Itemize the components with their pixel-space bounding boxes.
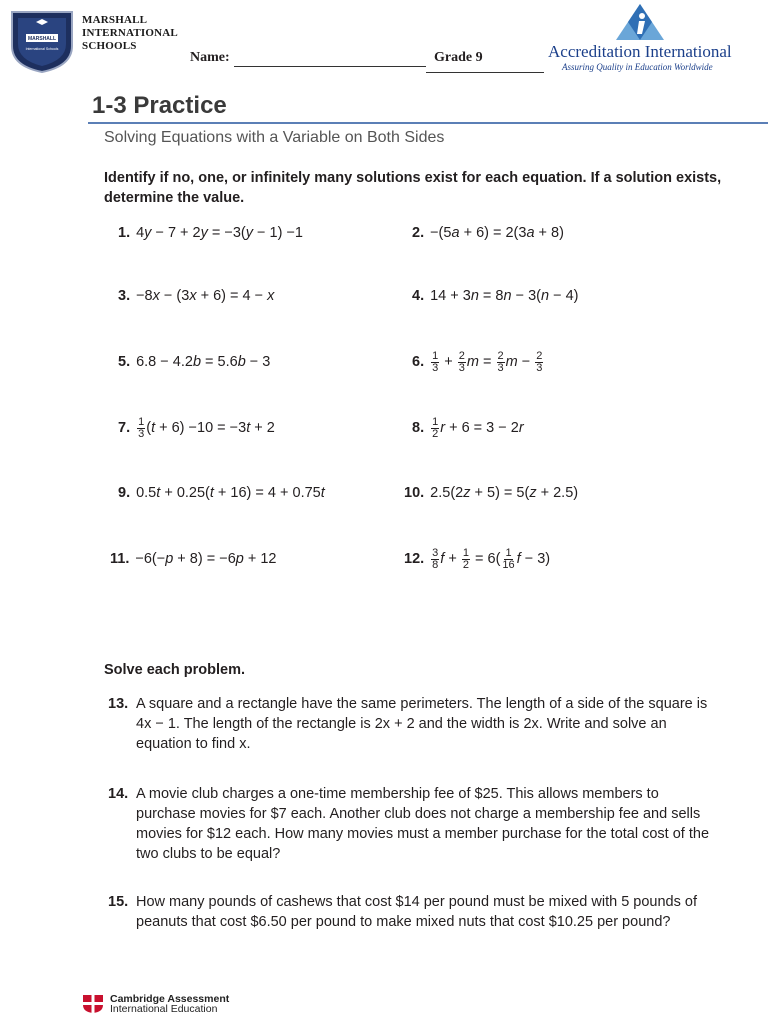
school-crest-logo bbox=[8, 6, 76, 74]
equation-1: 1. 4y − 7 + 2y = −3(y − 1) −1 bbox=[118, 225, 303, 241]
crest-text: MARSHALL bbox=[27, 36, 57, 42]
name-label: Name: bbox=[190, 50, 230, 65]
problem-14: 14. A movie club charges a one-time membership fee of $25. This allows members to purchase movies for $7 each. Another club does not charge a membership fee and sells movies for $12 each. How many movies must a member purchase for the total cost of the two clubs to be equal? bbox=[108, 786, 710, 862]
problem-15: 15. How many pounds of cashews that cost $14 per pound must be mixed with 5 pounds of peanuts that cost $6.50 per pound to make mixed nuts that cost $10.25 per pound? bbox=[108, 894, 697, 930]
equation-3: 3. −8x − (3x + 6) = 4 − x bbox=[118, 288, 275, 304]
equation-11: 11. −6(−p + 8) = −6p + 12 bbox=[110, 551, 277, 567]
equation-9: 9. 0.5t + 0.25(t + 16) = 4 + 0.75t bbox=[118, 485, 325, 501]
equation-4: 4. 14 + 3n = 8n − 3(n − 4) bbox=[412, 288, 579, 304]
cambridge-shield-icon bbox=[82, 994, 104, 1014]
equation-2: 2. −(5a + 6) = 2(3a + 8) bbox=[412, 225, 564, 241]
grade-label: Grade 9 bbox=[434, 50, 483, 65]
page-subtitle: Solving Equations with a Variable on Both Sides bbox=[104, 129, 445, 146]
accreditation-tagline: Assuring Quality in Education Worldwide bbox=[562, 62, 713, 72]
equation-12: 12. $\frac{3}{8}$ f + $\frac{1}{2}$ = 6( $\frac{1}{16}$ f − 3) bbox=[404, 546, 551, 571]
accreditation-logo-icon bbox=[612, 2, 668, 42]
title-divider bbox=[88, 122, 768, 124]
equation-6: 6. $\frac{1}{3}$ + $\frac{2}{3}$ m = $\frac{2}{3}$ m − $\frac{2}{3}$ bbox=[412, 349, 543, 374]
section-heading: Solve each problem. bbox=[104, 662, 246, 678]
equation-7: 7. $\frac{1}{3}$ ( t + 6) −10 = −3 t + 2 bbox=[118, 415, 275, 440]
problem-13: 13. A square and a rectangle have the same perimeters. The length of a side of the square is 4x − 1. The length of the rectangle is 2x + 2 and the width is 2x. Write and solve an equation to find x. bbox=[108, 696, 708, 752]
instructions: Identify if no, one, or infinitely many solutions exist for each equation. If a solution exists, determine the value. bbox=[104, 170, 722, 206]
equation-5: 5. 6.8 − 4.2b = 5.6b − 3 bbox=[118, 354, 271, 370]
equation-8: 8. $\frac{1}{2}$ r + 6 = 3 − 2 r bbox=[412, 415, 524, 440]
page-title: 1-3 Practice bbox=[92, 92, 227, 119]
name-field-line[interactable] bbox=[234, 66, 426, 67]
equation-10: 10. 2.5(2z + 5) = 5(z + 2.5) bbox=[404, 485, 579, 501]
crest-subtext: International Schools bbox=[25, 47, 59, 51]
grade-underline bbox=[426, 72, 544, 73]
cambridge-footer: Cambridge Assessment International Education bbox=[110, 993, 230, 1015]
accreditation-title: Accreditation International bbox=[548, 42, 732, 61]
school-name: MARSHALL INTERNATIONAL SCHOOLS bbox=[82, 14, 178, 52]
